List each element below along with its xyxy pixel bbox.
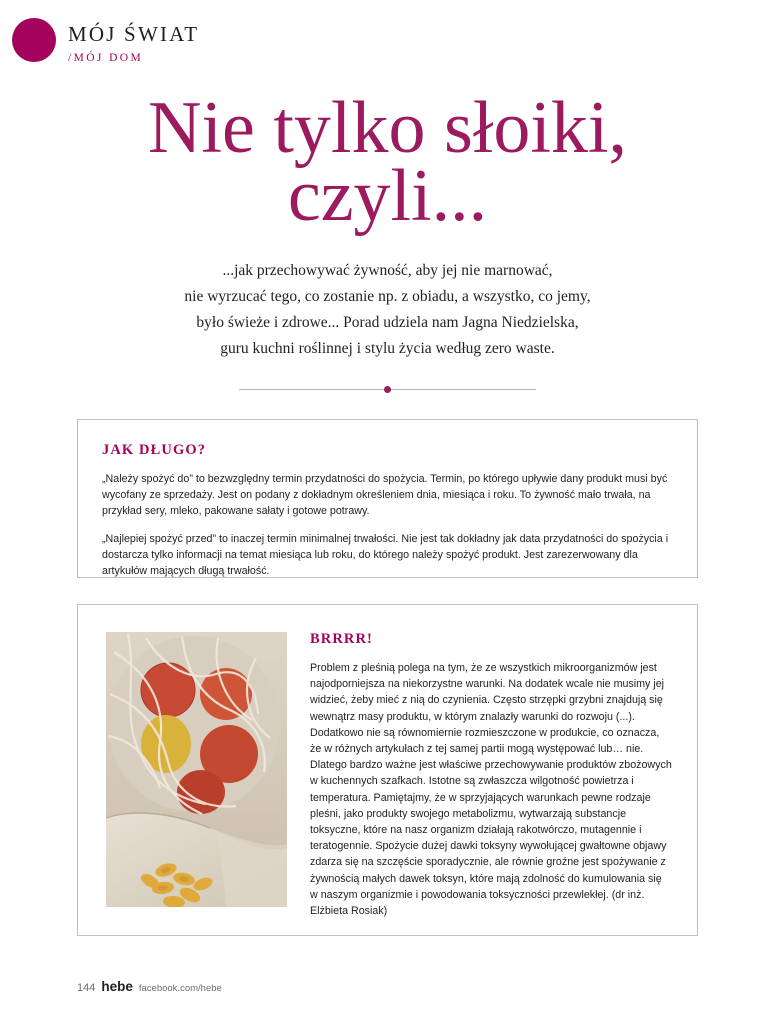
info-box-how-long-paragraph-2: „Najlepiej spożyć przed” to inaczej termin minimalnej trwałości. Nie jest tak dokładny jak data przydatności do spożycia i dostarcza tylko informacji na temat miesiąca lub roku, do którego należy spożyć produkt. Jest zarezerwowany dla artykułów mających długą trwałość. [102, 532, 669, 578]
brand-wordmark: hebe [101, 979, 133, 994]
section-subtitle: /MÓJ DOM [68, 52, 144, 64]
info-box-how-long-paragraph-1: „Należy spożyć do” to bezwzględny termin przydatności do spożycia. Termin, po którego upływie dany produkt musi być wycofany ze sprzedaży. Jest on podany z dokładnym określeniem dnia, miesiąca i roku. To żywność mało trwała, na przykład sery, mleko, pakowane sałaty i gotowe potrawy. [102, 473, 668, 518]
article-title [0, 87, 775, 237]
lead-line-2: nie wyrzucać tego, co zostanie np. z obiadu, a wszystko, co jemy, [184, 288, 591, 305]
lead-line-3: było świeże i zdrowe... Porad udziela nam Jagna Niedzielska, [196, 314, 579, 331]
info-box-brrrr-heading: BRRRR! [310, 631, 373, 647]
fruit-in-net-bag-photo [106, 632, 287, 907]
divider-dot-icon [384, 386, 391, 393]
footer-url[interactable]: facebook.com/hebe [138, 983, 222, 994]
article-lead [0, 258, 775, 362]
lead-line-1: ...jak przechowywać żywność, aby jej nie marnować, [222, 262, 553, 279]
page-header [0, 0, 775, 90]
info-box-brrrr-paragraph: Problem z pleśnią polega na tym, że ze wszystkich mikroorganizmów jest najodporniejsza na niekorzystne warunki. Na dodatek wcale nie musimy jej widzieć, żeby mieć z nią do czynienia. Często strzępki grzybni znajdują się wewnątrz masy produktu, w którym znalazły warunki do rozwoju (...). Dodatkowo nie są równomiernie rozmieszczone w produkcie, co oznacza, że w różnych artykułach z tej samej partii mogą występować lub… nie. Dlatego bardzo ważne jest właściwe przechowywanie produktów zbożowych w kuchennych szafkach. Istotne są zwłaszcza wilgotność powietrza i temperatura. Pamiętajmy, że w sprzyjających warunkach pewne rodzaje pleśni, jako produkty swojego metabolizmu, wytwarzają substancje toksyczne, które na nasz organizm działają rakotwórczo, mutagennie i teratogennie. Spożycie dużej dawki toksyny wywołującej gwałtowne objawy zdarza się na szczęście sporadycznie, ale równie groźne jest spożywanie z żywnością małych dawek toksyn, które mają zdolność do kumulowania się w naszym organizmie i powodowania toksyczności przewlekłej. (dr inż. Elżbieta Rosiak) [310, 662, 672, 918]
info-box-brrrr [77, 604, 698, 936]
info-box-how-long [77, 419, 698, 578]
brand-dot-icon [12, 18, 56, 62]
article-title-line-2: czyli... [287, 155, 488, 237]
lead-line-4: guru kuchni roślinnej i stylu życia według zero waste. [220, 340, 555, 357]
section-divider [239, 385, 536, 394]
page-footer [77, 979, 222, 994]
info-box-how-long-heading: JAK DŁUGO? [102, 442, 207, 458]
section-title: MÓJ ŚWIAT [68, 22, 200, 46]
article-title-line-1: Nie tylko słoiki, [148, 87, 627, 169]
page-number: 144 [77, 982, 96, 994]
